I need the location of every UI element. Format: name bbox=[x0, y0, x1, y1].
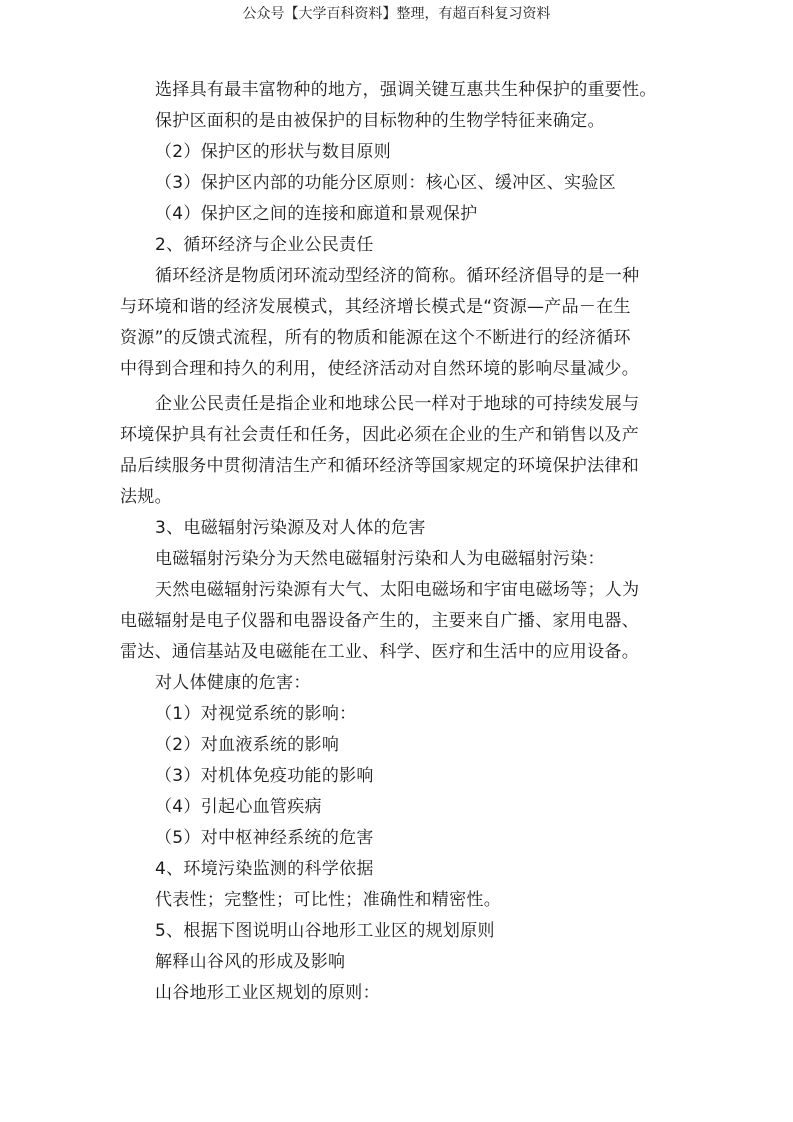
list-item: （4）引起心血管疾病 bbox=[155, 797, 322, 817]
text-line: （2）保护区的形状与数目原则 bbox=[155, 142, 392, 162]
text-line: 品后续服务中贯彻清洁生产和循环经济等国家规定的环境保护法律和 bbox=[120, 456, 639, 476]
text-line: （3）保护区内部的功能分区原则：核心区、缓冲区、实验区 bbox=[155, 173, 616, 193]
text-line: 与环境和谐的经济发展模式，其经济增长模式是“资源—产品－在生 bbox=[120, 297, 631, 317]
text-line: 对人体健康的危害： bbox=[155, 673, 311, 693]
section-heading: 3、电磁辐射污染源及对人体的危害 bbox=[155, 518, 426, 538]
list-item: （3）对机体免疫功能的影响 bbox=[155, 766, 374, 786]
list-item: （2）对血液系统的影响 bbox=[155, 735, 340, 755]
section-heading: 4、环境污染监测的科学依据 bbox=[155, 859, 374, 879]
text-line: 山谷地形工业区规划的原则： bbox=[155, 983, 380, 1003]
text-line: 解释山谷风的形成及影响 bbox=[155, 952, 346, 972]
section-heading: 5、根据下图说明山谷地形工业区的规划原则 bbox=[155, 921, 495, 941]
text-line: 法规。 bbox=[120, 487, 172, 507]
list-item: （1）对视觉系统的影响： bbox=[155, 704, 357, 724]
text-line: （4）保护区之间的连接和廊道和景观保护 bbox=[155, 204, 478, 224]
text-line: 保护区面积的是由被保护的目标物种的生物学特征来确定。 bbox=[155, 111, 605, 131]
section-heading: 2、循环经济与企业公民责任 bbox=[155, 235, 374, 255]
list-item: （5）对中枢神经系统的危害 bbox=[155, 828, 374, 848]
text-line: 电磁辐射是电子仪器和电器设备产生的，主要来自广播、家用电器、 bbox=[120, 611, 639, 631]
page-header: 公众号【大学百科资料】整理，有超百科复习资料 bbox=[242, 6, 551, 22]
text-line: 环境保护具有社会责任和任务，因此必须在企业的生产和销售以及产 bbox=[120, 425, 639, 445]
text-line: 循环经济是物质闭环流动型经济的简称。循环经济倡导的是一种 bbox=[155, 266, 640, 286]
text-line: 资源”的反馈式流程，所有的物质和能源在这个不断进行的经济循环 bbox=[120, 328, 631, 348]
text-line: 企业公民责任是指企业和地球公民一样对于地球的可持续发展与 bbox=[155, 394, 640, 414]
text-line: 雷达、通信基站及电磁能在工业、科学、医疗和生活中的应用设备。 bbox=[120, 642, 639, 662]
text-line: 代表性；完整性；可比性；准确性和精密性。 bbox=[155, 890, 501, 910]
text-line: 电磁辐射污染分为天然电磁辐射污染和人为电磁辐射污染： bbox=[155, 549, 605, 569]
text-line: 中得到合理和持久的利用，使经济活动对自然环境的影响尽量减少。 bbox=[120, 359, 639, 379]
text-line: 选择具有最丰富物种的地方，强调关键互惠共生种保护的重要性。 bbox=[155, 80, 657, 100]
text-line: 天然电磁辐射污染源有大气、太阳电磁场和宇宙电磁场等；人为 bbox=[155, 580, 640, 600]
